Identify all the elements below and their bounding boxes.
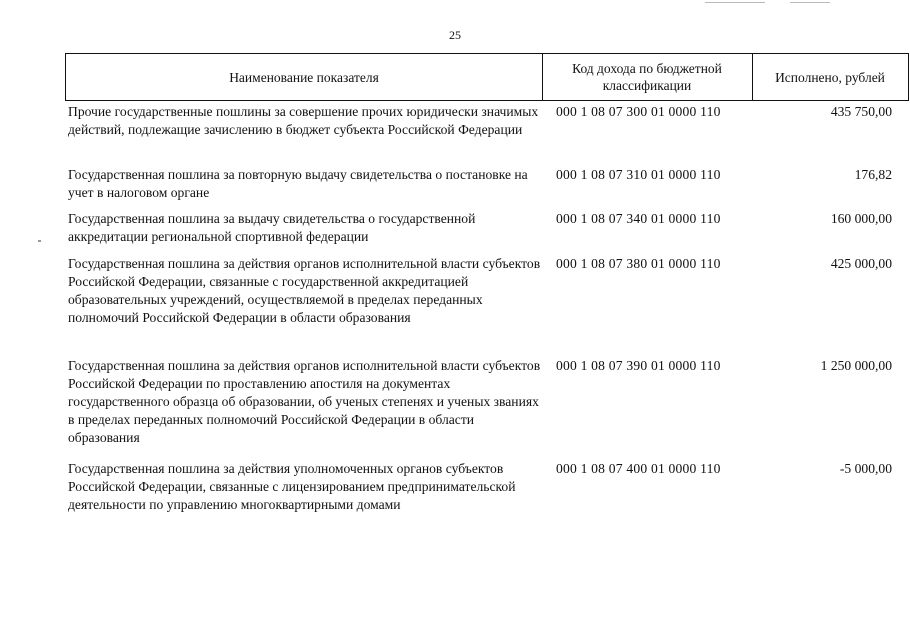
row-name: Государственная пошлина за действия органов исполнительной власти субъектов Российской Федерации по проставлению апостиля на документах государственного образца об образовании, об ученых степенях и ученых званиях в пределах переданных полномочий Российской Федерации в области образования <box>68 358 541 445</box>
row-name: Прочие государственные пошлины за совершение прочих юридически значимых действий, подлежащие зачислению в бюджет субъекта Российской Федерации <box>68 104 539 137</box>
table-header <box>65 53 909 101</box>
row-code: 000 1 08 07 300 01 0000 110 <box>556 104 721 119</box>
page-number: 25 <box>449 28 461 42</box>
row-code: 000 1 08 07 390 01 0000 110 <box>556 358 721 373</box>
row-name: Государственная пошлина за повторную выдачу свидетельства о постановке на учет в налоговом органе <box>68 167 528 200</box>
row-amount: 160 000,00 <box>830 211 892 226</box>
row-name: Государственная пошлина за действия уполномоченных органов субъектов Российской Федерации, связанные с лицензированием предпринимательской деятельности по управлению многоквартирными домами <box>68 461 516 512</box>
scan-mark-left <box>38 240 41 242</box>
row-code: 000 1 08 07 340 01 0000 110 <box>556 211 721 226</box>
row-amount: -5 000,00 <box>839 461 892 476</box>
header-name: Наименование показателя <box>66 54 543 100</box>
header-code-label: Код дохода по бюджетной классификации <box>572 61 722 93</box>
row-amount: 176,82 <box>854 167 892 182</box>
row-code: 000 1 08 07 400 01 0000 110 <box>556 461 721 476</box>
row-amount: 435 750,00 <box>830 104 892 119</box>
scan-mark-top-right-2 <box>790 2 830 3</box>
row-amount: 1 250 000,00 <box>820 358 892 373</box>
row-code: 000 1 08 07 380 01 0000 110 <box>556 256 721 271</box>
row-name: Государственная пошлина за выдачу свидетельства о государственной аккредитации региональной спортивной федерации <box>68 211 476 244</box>
header-executed: Исполнено, рублей <box>775 69 885 85</box>
row-code: 000 1 08 07 310 01 0000 110 <box>556 167 721 182</box>
header-code <box>542 54 753 100</box>
row-amount: 425 000,00 <box>830 256 892 271</box>
row-name: Государственная пошлина за действия органов исполнительной власти субъектов Российской Федерации, связанные с государственной аккредитацией образовательных учреждений, осуществляемой в пределах переданных полномочий Российской Федерации в области образования <box>68 256 541 325</box>
scan-mark-top-right <box>705 2 765 3</box>
